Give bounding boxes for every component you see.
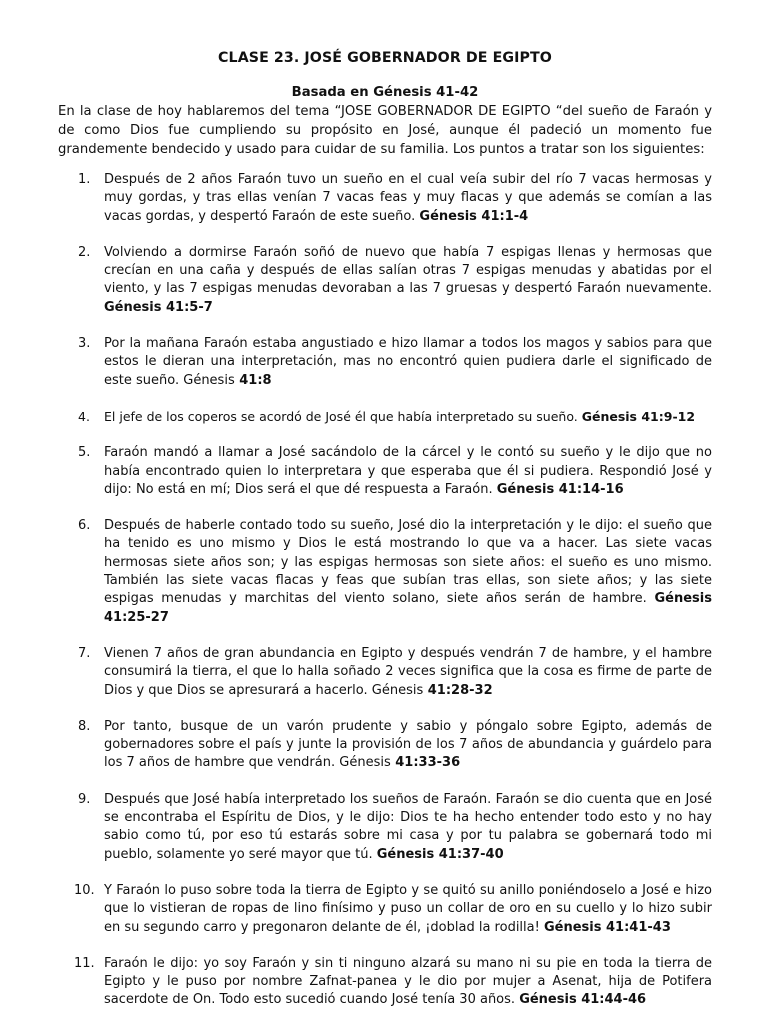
points-list — [58, 171, 712, 1010]
bible-reference: Génesis 41:9-12 — [581, 408, 696, 424]
list-item — [58, 244, 712, 317]
item-number: 7. — [78, 645, 91, 661]
item-text: Faraón le dijo: yo soy Faraón y sin ti ninguno alzará su mano ni su pie en toda la tierra de Egipto y le puso por nombre Zafnat-panea y le dio por mujer a Asenat, hija de Potifera sacerdote de On. Todo esto sucedió cuando José tenía 30 años. — [104, 955, 712, 1008]
list-item — [58, 955, 712, 1010]
bible-reference-book: Génesis — [339, 755, 391, 771]
item-text: Después que José había interpretado los sueños de Faraón. Faraón se dio cuenta que en José se encontraba el Espíritu de Dios, y le dijo: Dios te ha hecho entender todo esto y no hay sabio como tú, por eso tú estarás sobre mi casa y por tu palabra se gobernará todo mi pueblo, solamente yo seré mayor que tú. — [104, 791, 712, 862]
list-item — [58, 444, 712, 499]
item-text: Volviendo a dormirse Faraón soñó de nuevo que había 7 espigas llenas y hermosas que crecían en una caña y después de ellas salían otras 7 espigas menudas y abatidas por el viento, y las 7 espigas menudas devoraban a las 7 gruesas y despertó Faraón nuevamente. — [104, 244, 712, 297]
bible-reference-book: Génesis — [183, 372, 235, 388]
item-text: Por la mañana Faraón estaba angustiado e hizo llamar a todos los magos y sabios para que estos le dieran una interpretación, mas no encontró quien pudiera darle el significado de este sueño. — [104, 336, 712, 388]
item-number: 9. — [78, 791, 91, 807]
intro-paragraph: En la clase de hoy hablaremos del tema “JOSE GOBERNADOR DE EGIPTO “del sueño de Faraón y de como Dios fue cumpliendo su propósito en José, aunque él padeció un momento fue grandemente bendecido y usado para cuidar de su familia. Los puntos a tratar son los siguientes: — [58, 104, 712, 157]
bible-reference: 41:33-36 — [395, 755, 461, 771]
list-item — [58, 335, 712, 390]
item-number: 5. — [78, 445, 91, 461]
item-number: 4. — [78, 408, 90, 424]
bible-reference: Génesis 41:14-16 — [496, 481, 624, 497]
bible-reference: Génesis 41:41-43 — [543, 919, 671, 935]
list-item — [58, 645, 712, 700]
list-item — [58, 517, 712, 627]
list-item — [58, 718, 712, 773]
item-text: Después de haberle contado todo su sueño, José dio la interpretación y le dijo: el sueño que ha tenido es uno mismo y Dios le está mostrando lo que va a hacer. Las siete vacas hermosas siete años son; y las espigas hermosas son siete años: el sueño es uno mismo. También las siete vacas flacas y feas que subían tras ellas, son siete años; y las siete espigas menudas y marchitas del viento solano, siete años serán de hambre. — [104, 518, 712, 607]
document-title: CLASE 23. JOSÉ GOBERNADOR DE EGIPTO — [218, 50, 552, 66]
bible-reference: Génesis 41:25-27 — [104, 591, 712, 625]
bible-reference: Génesis 41:37-40 — [376, 846, 504, 862]
bible-reference: 41:8 — [239, 372, 272, 388]
bible-reference-book: Génesis — [371, 682, 424, 698]
item-text: Faraón mandó a llamar a José sacándolo de la cárcel y le contó su sueño y le dijo que no había encontrado quien lo interpretara y que esperaba que él si pudiera. Respondió José y dijo: No está en mí; Dios será el que dé respuesta a Faraón. — [104, 445, 712, 497]
list-item — [58, 171, 712, 226]
item-number: 10. — [74, 882, 95, 898]
item-text: Vienen 7 años de gran abundancia en Egipto y después vendrán 7 de hambre, y el hambre consumirá la tierra, el que lo halla soñado 2 veces significa que la cosa es firme de parte de Dios y que Dios se apresurará a hacerlo. — [104, 645, 712, 698]
item-text: Por tanto, busque de un varón prudente y sabio y póngalo sobre Egipto, además de gobernadores sobre el país y junte la provisión de los 7 años de abundancia y guárdelo para los 7 años de hambre que vendrán. — [104, 718, 712, 771]
document-subtitle: Basada en Génesis 41-42 — [291, 85, 479, 100]
bible-reference: Génesis 41:1-4 — [419, 208, 529, 224]
bible-reference: Génesis 41:5-7 — [104, 299, 213, 315]
item-number: 3. — [78, 336, 91, 352]
list-item — [58, 791, 712, 864]
bible-reference: 41:28-32 — [427, 682, 493, 698]
item-number: 6. — [78, 518, 91, 534]
item-number: 2. — [78, 244, 91, 260]
item-number: 11. — [74, 955, 95, 971]
item-number: 8. — [78, 718, 91, 734]
item-text: El jefe de los coperos se acordó de José él que había interpretado su sueño. — [104, 408, 578, 424]
item-number: 1. — [78, 172, 91, 187]
item-text: Después de 2 años Faraón tuvo un sueño en el cual veía subir del río 7 vacas hermosas y muy gordas, y tras ellas venían 7 vacas feas y muy flacas y que además se comían a las vacas gordas, y despertó Faraón de este sueño. — [104, 172, 712, 224]
bible-reference: Génesis 41:44-46 — [519, 992, 647, 1008]
item-text: Y Faraón lo puso sobre toda la tierra de Egipto y se quitó su anillo poniéndoselo a José e hizo que lo vistieran de ropas de lino finísimo y puso un collar de oro en su cuello y lo hizo subir en su segundo carro y pregonaron delante de él, ¡doblad la rodilla! — [104, 882, 712, 935]
list-item — [58, 408, 712, 426]
list-item — [58, 882, 712, 937]
